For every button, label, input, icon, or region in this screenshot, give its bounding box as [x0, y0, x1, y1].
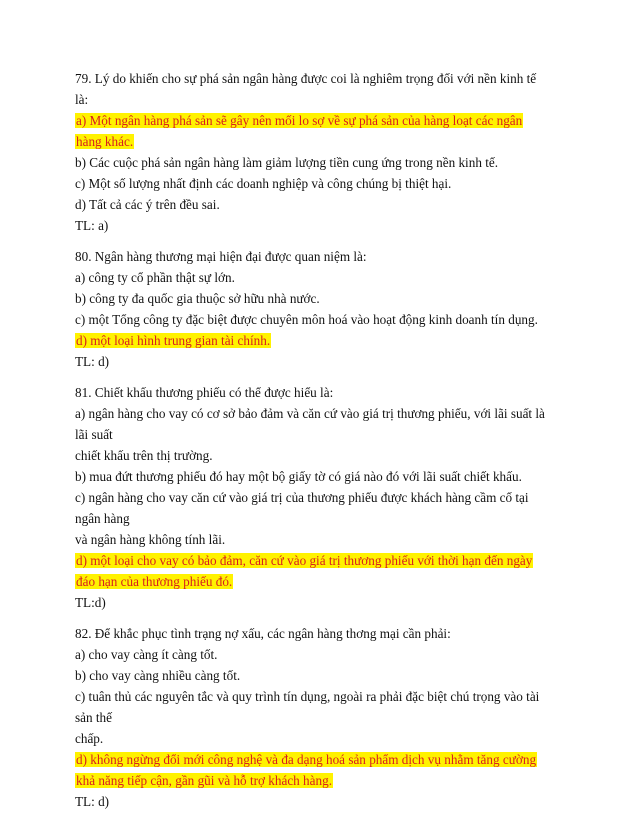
q79-answer: TL: a): [75, 218, 109, 233]
q82-option-a: a) cho vay càng ít càng tốt.: [75, 647, 218, 662]
q80-answer: TL: d): [75, 354, 110, 369]
q82-option-d: [75, 751, 537, 769]
q82-option-c-cont2: chấp.: [75, 731, 104, 746]
q79-option-b: b) Các cuộc phá sản ngân hàng làm giảm lượng tiền cung ứng trong nền kinh tế.: [75, 155, 499, 170]
q82-option-d-highlight-cont: khả năng tiếp cận, gần gũi và hỗ trợ khách hàng.: [76, 773, 332, 788]
q81-answer: TL:d): [75, 595, 106, 610]
q81-option-a-cont2: chiết khấu trên thị trường.: [75, 448, 213, 463]
q80-option-d-highlight: d) một loại hình trung gian tài chính.: [76, 333, 271, 348]
q79-option-c: c) Một số lượng nhất định các doanh nghiệp và công chúng bị thiệt hại.: [75, 176, 452, 191]
q82-option-b: b) cho vay càng nhiều càng tốt.: [75, 668, 241, 683]
q80-option-d: [75, 332, 271, 350]
q80-option-b: b) công ty đa quốc gia thuộc sở hữu nhà nước.: [75, 291, 320, 306]
q80-option-c: c) một Tổng công ty đặc biệt được chuyên môn hoá vào hoạt động kinh doanh tín dụng.: [75, 312, 538, 327]
q81-option-c-cont: ngân hàng: [75, 511, 130, 526]
question-81-text: 81. Chiết khấu thương phiếu có thể được hiểu là:: [75, 385, 334, 400]
q79-option-a-highlight: a) Một ngân hàng phá sản sẽ gây nên mối lo sợ về sự phá sản của hàng loạt các ngân: [76, 113, 523, 128]
q82-option-d-highlight: d) không ngừng đổi mới công nghệ và đa dạng hoá sản phẩm dịch vụ nhằm tăng cường: [76, 752, 537, 767]
q82-option-c: c) tuân thủ các nguyên tắc và quy trình tín dụng, ngoài ra phải đặc biệt chú trọng vào tài: [75, 689, 540, 704]
q81-option-d-highlight-cont: đáo hạn của thương phiếu đó.: [76, 574, 233, 589]
q81-option-c: c) ngân hàng cho vay căn cứ vào giá trị của thương phiếu được khách hàng cầm cố tại: [75, 490, 529, 505]
q82-option-d-cont: [75, 772, 333, 790]
question-80-text: 80. Ngân hàng thương mại hiện đại được quan niệm là:: [75, 249, 367, 264]
q79-option-d: d) Tất cả các ý trên đều sai.: [75, 197, 220, 212]
q81-option-d: [75, 552, 533, 570]
question-82-text: 82. Để khắc phục tình trạng nợ xấu, các ngân hàng thơng mại cần phải:: [75, 626, 451, 641]
q81-option-d-cont: [75, 573, 233, 591]
q81-option-d-highlight: d) một loại cho vay có bảo đảm, căn cứ vào giá trị thương phiếu với thời hạn đến ngày: [76, 553, 533, 568]
q81-option-c-cont2: và ngân hàng không tính lãi.: [75, 532, 226, 547]
q81-option-a-cont: lãi suất: [75, 427, 113, 442]
q79-option-a-highlight-cont: hàng khác.: [76, 134, 134, 149]
q79-option-a: [75, 112, 523, 130]
q80-option-a: a) công ty cổ phần thật sự lớn.: [75, 270, 235, 285]
q81-option-a: a) ngân hàng cho vay có cơ sở bảo đảm và căn cứ vào giá trị thương phiếu, với lãi suất là: [75, 406, 545, 421]
q82-answer: TL: d): [75, 794, 110, 809]
q79-option-a-cont: [75, 133, 134, 151]
question-79-text-cont: là:: [75, 92, 89, 107]
q81-option-b: b) mua đứt thương phiếu đó hay một bộ giấy tờ có giá nào đó với lãi suất chiết khấu.: [75, 469, 522, 484]
question-79-text: 79. Lý do khiến cho sự phá sản ngân hàng được coi là nghiêm trọng đối với nền kinh tế: [75, 71, 537, 86]
q82-option-c-cont: sản thế: [75, 710, 112, 725]
